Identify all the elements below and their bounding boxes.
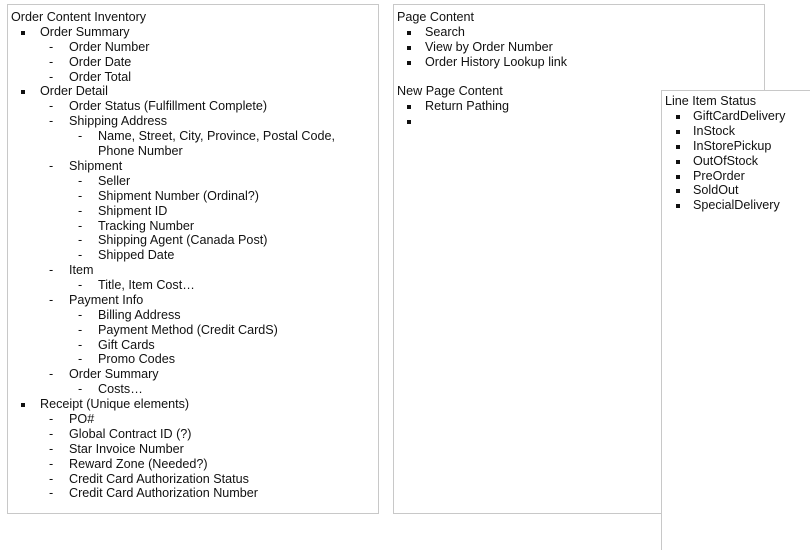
- bullet-square-icon: [21, 90, 25, 94]
- inventory-title: Order Content Inventory: [11, 10, 147, 24]
- line-item-status-panel: [661, 90, 810, 550]
- list-item: Gift Cards: [98, 338, 155, 352]
- dash-marker: -: [78, 233, 83, 247]
- list-item: Payment Method (Credit CardS): [98, 323, 278, 337]
- dash-marker: -: [49, 442, 54, 456]
- list-item: Promo Codes: [98, 352, 175, 366]
- list-item: Star Invoice Number: [69, 442, 184, 456]
- dash-marker: -: [78, 352, 83, 366]
- dash-marker: -: [78, 308, 83, 322]
- dash-marker: -: [78, 278, 83, 292]
- dash-marker: -: [78, 323, 83, 337]
- dash-marker: -: [49, 114, 54, 128]
- list-item: Shipment ID: [98, 204, 168, 218]
- item-heading: Item: [69, 263, 94, 277]
- dash-marker: -: [78, 248, 83, 262]
- list-item: Tracking Number: [98, 219, 195, 233]
- list-item: Costs…: [98, 382, 143, 396]
- shipment-heading: Shipment: [69, 159, 123, 173]
- list-item: GiftCardDelivery: [693, 109, 786, 123]
- bullet-square-icon: [676, 175, 680, 179]
- dash-marker: -: [49, 412, 54, 426]
- list-item: InStock: [693, 124, 735, 138]
- bullet-square-icon: [21, 403, 25, 407]
- bullet-square-icon: [676, 204, 680, 208]
- dash-marker: -: [49, 159, 54, 173]
- list-item: Title, Item Cost…: [98, 278, 195, 292]
- order-summary-subheading: Order Summary: [69, 367, 159, 381]
- list-item: PO#: [69, 412, 95, 426]
- list-item: SoldOut: [693, 183, 739, 197]
- order-summary-heading: Order Summary: [40, 25, 130, 39]
- list-item: Reward Zone (Needed?): [69, 457, 208, 471]
- list-item: Shipped Date: [98, 248, 175, 262]
- dash-marker: -: [49, 263, 54, 277]
- bullet-square-icon: [676, 145, 680, 149]
- dash-marker: -: [78, 338, 83, 352]
- dash-marker: -: [49, 99, 54, 113]
- bullet-square-icon: [407, 120, 411, 124]
- dash-marker: -: [78, 174, 83, 188]
- dash-marker: -: [78, 382, 83, 396]
- list-item: Order Date: [69, 55, 132, 69]
- list-item: Credit Card Authorization Number: [69, 486, 258, 500]
- dash-marker: -: [49, 457, 54, 471]
- list-item: Global Contract ID (?): [69, 427, 192, 441]
- order-content-inventory-panel: [7, 4, 379, 514]
- list-item: Billing Address: [98, 308, 181, 322]
- new-page-content-title: New Page Content: [397, 84, 503, 98]
- list-item: Search: [425, 25, 465, 39]
- dash-marker: -: [49, 70, 54, 84]
- list-item: Return Pathing: [425, 99, 510, 113]
- payment-info-heading: Payment Info: [69, 293, 144, 307]
- list-item: Order Status (Fulfillment Complete): [69, 99, 268, 113]
- bullet-square-icon: [407, 105, 411, 109]
- bullet-square-icon: [676, 130, 680, 134]
- list-item: Shipment Number (Ordinal?): [98, 189, 259, 203]
- dash-marker: -: [78, 219, 83, 233]
- list-item: SpecialDelivery: [693, 198, 780, 212]
- list-item: Seller: [98, 174, 131, 188]
- dash-marker: -: [49, 293, 54, 307]
- list-item: Shipping Agent (Canada Post): [98, 233, 268, 247]
- order-detail-heading: Order Detail: [40, 84, 108, 98]
- bullet-square-icon: [21, 31, 25, 35]
- dash-marker: -: [49, 472, 54, 486]
- list-item: Order Total: [69, 70, 132, 84]
- list-item: Name, Street, City, Province, Postal Code,: [98, 129, 336, 143]
- bullet-square-icon: [407, 46, 411, 50]
- list-item: Order Number: [69, 40, 150, 54]
- bullet-square-icon: [676, 115, 680, 119]
- line-item-status-title: Line Item Status: [665, 94, 757, 108]
- page-content-title: Page Content: [397, 10, 475, 24]
- list-item: View by Order Number: [425, 40, 553, 54]
- bullet-square-icon: [407, 31, 411, 35]
- list-item: Phone Number: [98, 144, 183, 158]
- list-item: InStorePickup: [693, 139, 772, 153]
- bullet-square-icon: [676, 189, 680, 193]
- dash-marker: -: [49, 55, 54, 69]
- list-item: Credit Card Authorization Status: [69, 472, 249, 486]
- dash-marker: -: [49, 427, 54, 441]
- dash-marker: -: [49, 367, 54, 381]
- dash-marker: -: [78, 204, 83, 218]
- dash-marker: -: [49, 486, 54, 500]
- dash-marker: -: [78, 129, 83, 143]
- shipping-address-heading: Shipping Address: [69, 114, 168, 128]
- receipt-heading: Receipt (Unique elements): [40, 397, 190, 411]
- bullet-square-icon: [407, 61, 411, 65]
- bullet-square-icon: [676, 160, 680, 164]
- list-item: Order History Lookup link: [425, 55, 568, 69]
- dash-marker: -: [78, 189, 83, 203]
- dash-marker: -: [49, 40, 54, 54]
- list-item: PreOrder: [693, 169, 745, 183]
- list-item: OutOfStock: [693, 154, 759, 168]
